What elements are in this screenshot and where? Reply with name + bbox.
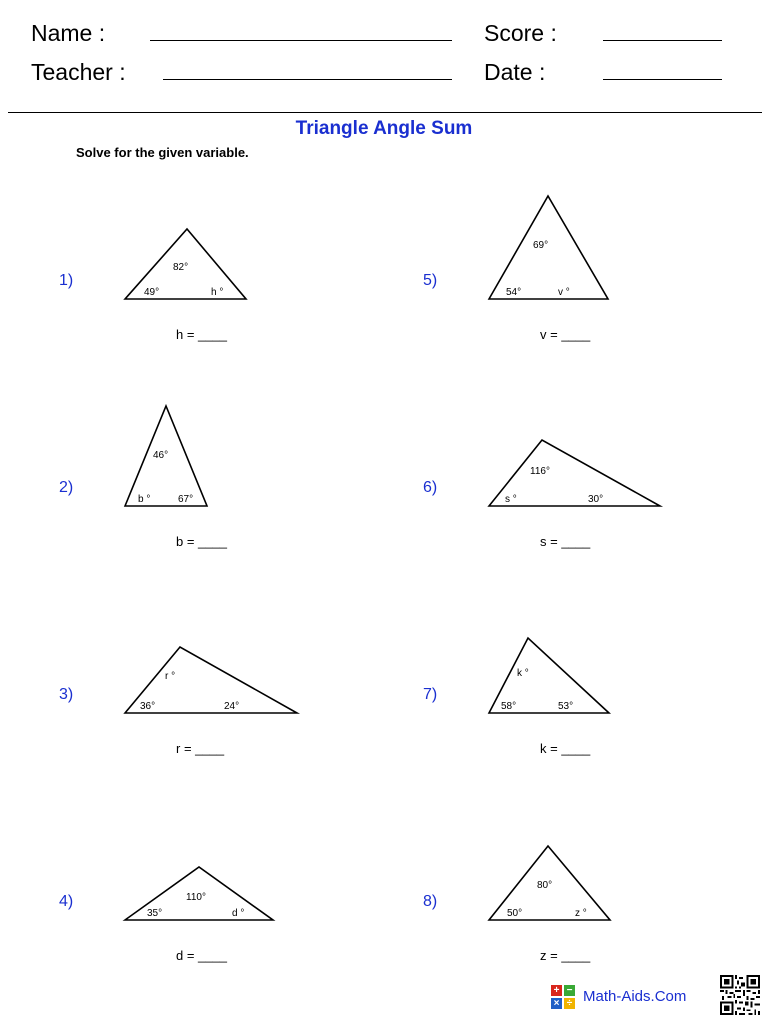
name-label: Name : (31, 20, 106, 46)
score-label: Score : (484, 20, 557, 46)
qr-code-icon (720, 975, 760, 1015)
answer-blank-1[interactable]: h = ____ (176, 327, 227, 342)
answer-blank-4[interactable]: d = ____ (176, 948, 227, 963)
angle-left-8: 50° (507, 908, 523, 919)
angle-left-4: 35° (147, 908, 163, 919)
angle-top-5: 69° (533, 240, 549, 251)
angle-right-5: v ° (558, 287, 570, 298)
angle-right-6: 30° (588, 494, 604, 505)
divide-glyph: ÷ (564, 998, 575, 1009)
angle-right-4: d ° (232, 908, 245, 919)
instructions: Solve for the given variable. (76, 145, 249, 160)
answer-blank-5[interactable]: v = ____ (540, 327, 591, 342)
problem-number-2: 2) (59, 479, 74, 496)
problem-number-5: 5) (423, 272, 438, 289)
angle-left-2: b ° (138, 494, 151, 505)
angle-left-7: 58° (501, 701, 517, 712)
answer-blank-3[interactable]: r = ____ (176, 741, 225, 756)
angle-top-8: 80° (537, 880, 553, 891)
angle-right-2: 67° (178, 494, 194, 505)
problem-number-8: 8) (423, 893, 438, 910)
angle-left-3: 36° (140, 701, 156, 712)
answer-blank-6[interactable]: s = ____ (540, 534, 591, 549)
calculator-logo-icon (551, 985, 575, 1009)
problem-number-7: 7) (423, 686, 438, 703)
triangle-5 (489, 196, 608, 299)
problem-number-6: 6) (423, 479, 438, 496)
angle-right-7: 53° (558, 701, 574, 712)
angle-left-1: 49° (144, 287, 160, 298)
angle-left-5: 54° (506, 287, 522, 298)
angle-right-3: 24° (224, 701, 240, 712)
answer-blank-2[interactable]: b = ____ (176, 534, 227, 549)
date-label: Date : (484, 59, 546, 85)
angle-top-6: 116° (530, 466, 550, 477)
answer-blank-8[interactable]: z = ____ (540, 948, 591, 963)
brand-name: Math-Aids.Com (583, 988, 687, 1005)
angle-top-1: 82° (173, 262, 189, 273)
angle-top-7: k ° (517, 668, 529, 679)
teacher-label: Teacher : (31, 59, 126, 85)
angle-left-6: s ° (505, 494, 517, 505)
problem-number-4: 4) (59, 893, 74, 910)
problem-number-3: 3) (59, 686, 74, 703)
times-glyph: × (551, 998, 562, 1009)
angle-top-3: r ° (165, 671, 176, 682)
problem-number-1: 1) (59, 272, 74, 289)
angle-top-2: 46° (153, 450, 169, 461)
answer-blank-7[interactable]: k = ____ (540, 741, 591, 756)
angle-right-1: h ° (211, 287, 224, 298)
plus-glyph: + (551, 985, 562, 996)
angle-right-8: z ° (575, 908, 587, 919)
worksheet-title: Triangle Angle Sum (295, 118, 473, 139)
angle-top-4: 110° (186, 892, 206, 903)
minus-glyph: − (564, 985, 575, 996)
